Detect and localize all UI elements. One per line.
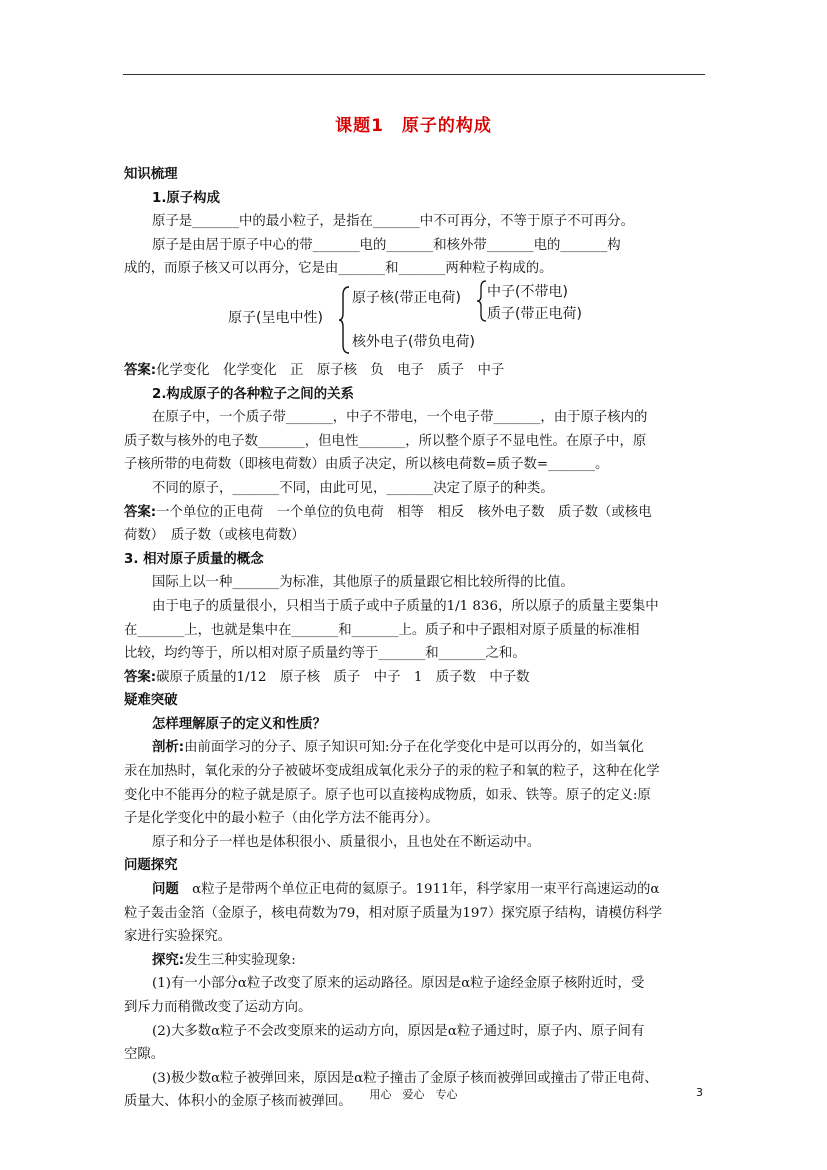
- answer-line: 答案:一个单位的正电荷 一个单位的负电荷 相等 相反 核外电子数 质子数（或核电: [124, 504, 652, 520]
- paragraph: 成的，而原子核又可以再分，它是由_______和_______两种粒子构成的。: [124, 261, 553, 277]
- subheading-atom-structure: 1.原子构成: [152, 190, 220, 206]
- paragraph: 原子是_______中的最小粒子，是指在_______中不可再分，不等于原子不可再分。: [152, 214, 635, 230]
- left-brace-icon: [338, 285, 352, 355]
- subheading-relative-mass: 3. 相对原子质量的概念: [124, 551, 264, 567]
- answer-line: 答案:碳原子质量的1/12 原子核 质子 中子 1 质子数 中子数: [124, 669, 530, 685]
- tree-proton: 质子(带正电荷): [487, 305, 582, 322]
- paragraph: 探究:发生三种实验现象:: [152, 952, 296, 968]
- tree-neutron: 中子(不带电): [487, 283, 568, 300]
- tree-electron: 核外电子(带负电荷): [352, 333, 475, 350]
- paragraph: (1)有一小部分α粒子改变了原来的运动路径。原因是α粒子途经金原子核附近时，受: [152, 976, 645, 992]
- paragraph: 变化中不能再分的粒子就是原子。原子也可以直接构成物质，如汞、铁等。原子的定义:原: [124, 787, 651, 803]
- paragraph: 在原子中，一个质子带_______，中子不带电，一个电子带_______，由于原子核内的: [152, 410, 648, 426]
- paragraph: 家进行实验探究。: [124, 929, 232, 945]
- section-heading-inquiry: 问题探究: [124, 858, 178, 874]
- question-heading: 怎样理解原子的定义和性质？: [152, 716, 327, 732]
- paragraph: 汞在加热时，氧化汞的分子被破坏变成组成氧化汞分子的汞的粒子和氧的粒子，这种在化学: [124, 764, 660, 780]
- subheading-particle-relations: 2.构成原子的各种粒子之间的关系: [152, 386, 354, 402]
- answer-line: 荷数） 质子数（或核电荷数）: [124, 528, 305, 544]
- answer-line: 答案:化学变化 化学变化 正 原子核 负 电子 质子 中子: [124, 362, 505, 378]
- paragraph: 粒子轰击金箔（金原子，核电荷数为79，相对原子质量为197）探究原子结构，请模仿科学: [124, 905, 663, 921]
- paragraph: 到斥力而稍微改变了运动方向。: [124, 1000, 312, 1015]
- section-heading-knowledge: 知识梳理: [124, 167, 178, 182]
- paragraph: 由于电子的质量很小，只相当于质子或中子质量的1/1 836，所以原子的质量主要集中: [152, 598, 659, 614]
- section-heading-difficulties: 疑难突破: [124, 693, 178, 709]
- paragraph: (3)极少数α粒子被弹回来，原因是α粒子撞击了金原子核而被弹回或撞击了带正电荷、: [152, 1070, 658, 1086]
- paragraph: 国际上以一种_______为标准，其他原子的质量跟它相比较所得的比值。: [152, 575, 574, 591]
- paragraph: 在_______上，也就是集中在_______和_______上。质子和中子跟相对原子质量的标准相: [124, 622, 640, 638]
- paragraph: 不同的原子，_______不同，由此可见，_______决定了原子的种类。: [152, 480, 554, 496]
- paragraph: 剖析:由前面学习的分子、原子知识可知:分子在化学变化中是可以再分的，如当氧化: [152, 740, 644, 756]
- document-body: [124, 163, 706, 1114]
- paragraph: 原子是由居于原子中心的带_______电的_______和核外带_______电的_______构: [152, 237, 621, 253]
- header-rule: [123, 74, 705, 75]
- page-footer: 用心 爱心 专心: [369, 1088, 458, 1101]
- atom-structure-diagram: [124, 285, 706, 357]
- paragraph: 空隙。: [124, 1047, 165, 1063]
- paragraph: (2)大多数α粒子不会改变原来的运动方向，原因是α粒子通过时，原子内、原子间有: [152, 1023, 645, 1039]
- paragraph: 质子数与核外的电子数_______，但电性_______，所以整个原子不显电性。在原子中，原: [124, 433, 647, 449]
- page-number: 3: [696, 1086, 703, 1099]
- paragraph: 子是化学变化中的最小粒子（由化学方法不能再分）。: [124, 811, 439, 827]
- paragraph: 比较，均约等于，所以相对原子质量约等于_______和_______之和。: [124, 646, 526, 662]
- paragraph: 子核所带的电荷数（即核电荷数）由质子决定，所以核电荷数=质子数=_______。: [124, 457, 609, 473]
- paragraph: 原子和分子一样也是体积很小、质量很小，且也处在不断运动中。: [152, 834, 541, 850]
- tree-nucleus: 原子核(带正电荷): [352, 289, 461, 306]
- paragraph: 质量大、体积小的金原子核而被弹回。: [124, 1094, 352, 1110]
- page-title: 课题1 原子的构成: [335, 116, 492, 136]
- paragraph: 问题 α粒子是带两个单位正电荷的氦原子。1911年，科学家用一束平行高速运动的α: [152, 882, 660, 898]
- tree-root: 原子(呈电中性): [228, 309, 323, 326]
